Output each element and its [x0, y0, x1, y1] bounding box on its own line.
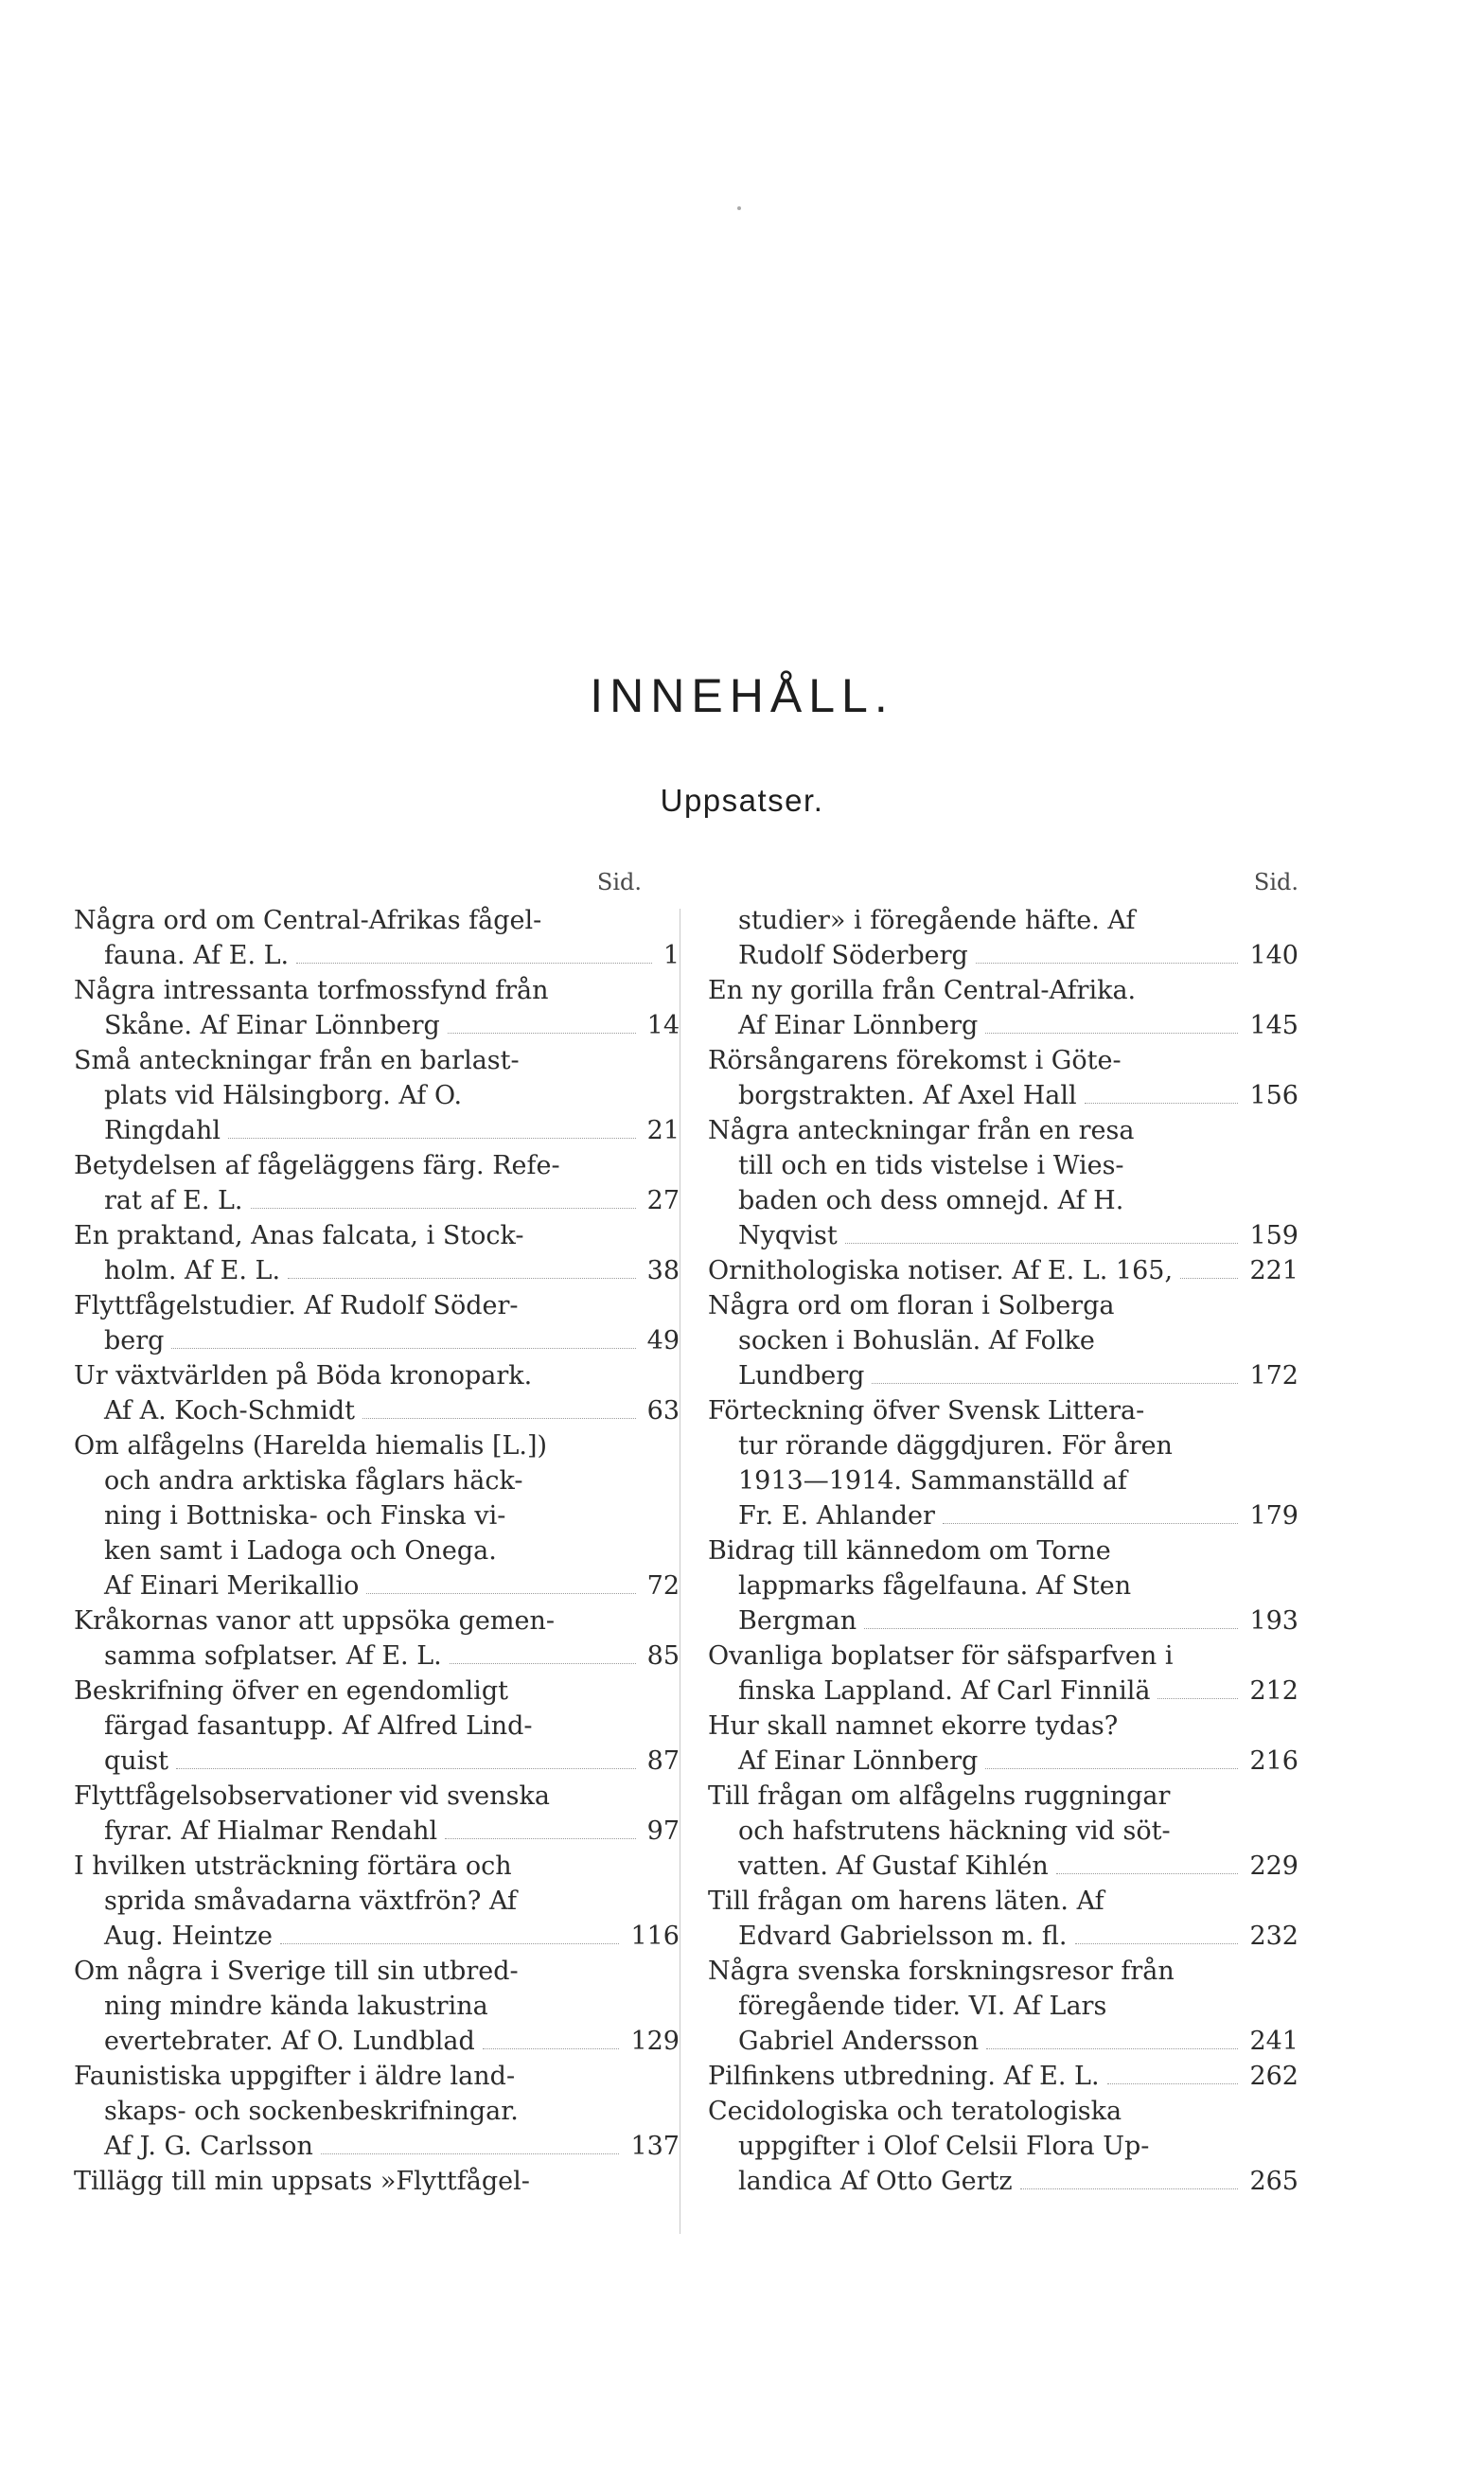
toc-page-number: 14	[646, 1011, 680, 1040]
toc-page-number: 145	[1249, 1011, 1298, 1040]
toc-entry-text: quist	[104, 1746, 169, 1776]
toc-entry-text: Af Einari Merikallio	[104, 1571, 360, 1601]
toc-page-number: 265	[1249, 2167, 1298, 2196]
toc-entry-text: ning i Bottniska- och Finska vi-	[104, 1501, 506, 1531]
toc-page-number: 172	[1249, 1361, 1298, 1391]
dot-leader	[943, 1523, 1239, 1524]
toc-line	[708, 1603, 1298, 1639]
toc-line	[74, 1639, 680, 1674]
toc-entry-text: vatten. Af Gustaf Kihlén	[738, 1851, 1049, 1881]
toc-entry-text: baden och dess omnejd. Af H.	[738, 1186, 1124, 1215]
toc-entry-text: Faunistiska uppgifter i äldre land-	[74, 2062, 516, 2091]
toc-entry-text: tur rörande däggdjuren. För åren	[738, 1431, 1173, 1461]
toc-page-number: 212	[1249, 1676, 1298, 1706]
toc-line	[708, 1709, 1298, 1744]
dot-leader	[176, 1768, 636, 1769]
toc-page-number: 193	[1249, 1606, 1298, 1636]
toc-page-number: 21	[646, 1116, 680, 1145]
toc-page-number: 229	[1249, 1851, 1298, 1881]
toc-entry-text: rat af E. L.	[104, 1186, 243, 1215]
toc-line	[74, 1148, 680, 1183]
toc-line	[708, 1113, 1298, 1148]
toc-line	[74, 1849, 680, 1884]
toc-line	[74, 2094, 680, 2129]
toc-entry-text: holm. Af E. L.	[104, 1256, 281, 1285]
toc-entry-text: Skåne. Af Einar Lönnberg	[104, 1011, 440, 1040]
toc-line	[708, 1148, 1298, 1183]
toc-line	[74, 2024, 680, 2059]
toc-page-number: 116	[630, 1922, 680, 1951]
toc-line	[74, 1393, 680, 1428]
toc-page-number: 72	[646, 1571, 680, 1601]
toc-entry-text: Af Einar Lönnberg	[738, 1746, 979, 1776]
toc-entry-text: Lundberg	[738, 1361, 865, 1391]
dot-leader	[450, 1663, 636, 1664]
toc-entry-text: En ny gorilla från Central-Afrika.	[708, 976, 1137, 1005]
toc-line	[74, 1603, 680, 1639]
toc-page-number: 63	[646, 1396, 680, 1426]
dot-leader	[296, 963, 652, 964]
toc-page-number: 85	[646, 1641, 680, 1671]
toc-line	[708, 973, 1298, 1008]
toc-entry-text: Flyttfågelstudier. Af Rudolf Söder-	[74, 1291, 519, 1320]
toc-line	[708, 1218, 1298, 1253]
dot-leader	[483, 2048, 620, 2049]
toc-line	[708, 2164, 1298, 2199]
toc-page-number: 27	[646, 1186, 680, 1215]
toc-entry-text: landica Af Otto Gertz	[738, 2167, 1013, 2196]
toc-entry-text: Kråkornas vanor att uppsöka gemen-	[74, 1606, 555, 1636]
toc-page-number: 97	[646, 1816, 680, 1846]
toc-entry-text: Betydelsen af fågeläggens färg. Refe-	[74, 1151, 560, 1180]
toc-entry-text: Af Einar Lönnberg	[738, 1011, 979, 1040]
toc-page-number: 262	[1249, 2062, 1298, 2091]
page-title: INNEHÅLL.	[590, 669, 894, 722]
dot-leader	[985, 1768, 1238, 1769]
toc-entry-text: lappmarks fågelfauna. Af Sten	[738, 1571, 1132, 1601]
toc-line	[74, 1253, 680, 1288]
toc-line	[74, 1008, 680, 1043]
toc-entry-text: skaps- och sockenbeskrifningar.	[104, 2097, 519, 2126]
toc-page-number: 140	[1249, 941, 1298, 970]
toc-line	[708, 1463, 1298, 1498]
toc-line	[74, 1954, 680, 1989]
toc-line	[74, 1533, 680, 1568]
toc-entry-text: finska Lappland. Af Carl Finnilä	[738, 1676, 1151, 1706]
dot-leader	[872, 1383, 1238, 1384]
toc-line	[74, 973, 680, 1008]
toc-page-number: 156	[1249, 1081, 1298, 1110]
toc-line	[708, 1498, 1298, 1533]
toc-page-number: 38	[646, 1256, 680, 1285]
dot-leader	[1180, 1278, 1238, 1279]
dot-leader	[1075, 1943, 1239, 1944]
page-column-label: Sid.	[1253, 869, 1298, 895]
toc-entry-text: föregående tider. VI. Af Lars	[738, 1992, 1107, 2021]
toc-entry-text: studier» i föregående häfte. Af	[738, 906, 1136, 935]
toc-entry-text: och hafstrutens häckning vid söt-	[738, 1816, 1171, 1846]
toc-line	[74, 1989, 680, 2024]
dot-leader	[445, 1838, 635, 1839]
toc-entry-text: Gabriel Andersson	[738, 2027, 980, 2056]
toc-right-column	[708, 869, 1298, 2199]
dot-leader	[171, 1348, 635, 1349]
toc-page-number: 49	[646, 1326, 680, 1355]
toc-entry-text: Ur växtvärlden på Böda kronopark.	[74, 1361, 533, 1391]
toc-line	[74, 1428, 680, 1463]
toc-line	[74, 1358, 680, 1393]
toc-line	[708, 2129, 1298, 2164]
toc-page-number: 221	[1249, 1256, 1298, 1285]
toc-line	[708, 1674, 1298, 1709]
dot-leader	[864, 1628, 1238, 1629]
toc-page-number: 179	[1249, 1501, 1298, 1531]
toc-page-number: 159	[1249, 1221, 1298, 1250]
toc-line	[708, 1078, 1298, 1113]
toc-entry-text: Nyqvist	[738, 1221, 838, 1250]
toc-entry-text: berg	[104, 1326, 165, 1355]
toc-entry-text: samma sofplatser. Af E. L.	[104, 1641, 442, 1671]
toc-line	[708, 1744, 1298, 1779]
toc-entry-text: Ovanliga boplatser för säfsparfven i	[708, 1641, 1174, 1671]
toc-page-number: 232	[1249, 1922, 1298, 1951]
toc-line	[74, 1183, 680, 1218]
toc-page-number: 216	[1249, 1746, 1298, 1776]
toc-entry-text: Ornithologiska notiser. Af E. L. 165,	[708, 1256, 1174, 1285]
toc-line	[74, 1463, 680, 1498]
section-heading: Uppsatser.	[660, 783, 824, 818]
toc-line	[708, 1954, 1298, 1989]
page-column-label: Sid.	[596, 869, 642, 895]
dot-leader	[366, 1593, 635, 1594]
toc-line	[74, 2129, 680, 2164]
toc-entry-text: Ringdahl	[104, 1116, 221, 1145]
toc-entry-text: färgad fasantupp. Af Alfred Lind-	[104, 1711, 533, 1741]
dot-leader	[1056, 1873, 1239, 1874]
toc-line	[708, 1884, 1298, 1919]
toc-entry-text: Några ord om floran i Solberga	[708, 1291, 1115, 1320]
toc-entry-text: Till frågan om alfågelns ruggningar	[708, 1781, 1171, 1811]
toc-entry-text: evertebrater. Af O. Lundblad	[104, 2027, 475, 2056]
toc-line	[708, 1183, 1298, 1218]
toc-line	[74, 1709, 680, 1744]
dot-leader	[1157, 1698, 1238, 1699]
toc-line	[708, 1568, 1298, 1603]
toc-page-number: 129	[630, 2027, 680, 2056]
dot-leader	[1085, 1103, 1239, 1104]
toc-list	[74, 903, 680, 2199]
scan-speck	[737, 206, 741, 210]
toc-list	[708, 903, 1298, 2199]
dot-leader	[280, 1943, 620, 1944]
toc-entry-text: Flyttfågelsobservationer vid svenska	[74, 1781, 550, 1811]
toc-line	[708, 1393, 1298, 1428]
dot-leader	[228, 1138, 636, 1139]
toc-line	[74, 1218, 680, 1253]
toc-line	[708, 1043, 1298, 1078]
toc-entry-text: Cecidologiska och teratologiska	[708, 2097, 1122, 2126]
toc-page-number: 1	[662, 941, 680, 970]
toc-line	[74, 1919, 680, 1954]
toc-entry-text: Aug. Heintze	[104, 1922, 273, 1951]
toc-line	[708, 1358, 1298, 1393]
toc-line	[708, 903, 1298, 938]
toc-entry-text: fauna. Af E. L.	[104, 941, 290, 970]
toc-line	[708, 1323, 1298, 1358]
toc-entry-text: Små anteckningar från en barlast-	[74, 1046, 520, 1075]
toc-line	[708, 1639, 1298, 1674]
toc-entry-text: uppgifter i Olof Celsii Flora Up-	[738, 2132, 1150, 2161]
toc-page-number: 87	[646, 1746, 680, 1776]
toc-line	[74, 1043, 680, 1078]
dot-leader	[448, 1033, 636, 1034]
toc-line	[74, 2059, 680, 2094]
toc-entry-text: I hvilken utsträckning förtära och	[74, 1851, 512, 1881]
toc-entry-text: Hur skall namnet ekorre tydas?	[708, 1711, 1119, 1741]
toc-line	[708, 2059, 1298, 2094]
dot-leader	[985, 1033, 1238, 1034]
toc-line	[74, 1498, 680, 1533]
dot-leader	[1020, 2188, 1239, 2189]
dot-leader	[986, 2048, 1238, 2049]
toc-line	[708, 1814, 1298, 1849]
toc-entry-text: Edvard Gabrielsson m. fl.	[738, 1922, 1068, 1951]
toc-page-number: 241	[1249, 2027, 1298, 2056]
toc-entry-text: En praktand, Anas falcata, i Stock-	[74, 1221, 524, 1250]
dot-leader	[845, 1243, 1239, 1244]
dot-leader	[362, 1418, 636, 1419]
toc-entry-text: och andra arktiska fåglars häck-	[104, 1466, 523, 1496]
dot-leader	[976, 963, 1239, 964]
toc-entry-text: Några intressanta torfmossfynd från	[74, 976, 549, 1005]
toc-left-column	[74, 869, 680, 2199]
dot-leader	[321, 2153, 620, 2154]
toc-entry-text: Om några i Sverige till sin utbred-	[74, 1957, 519, 1986]
toc-line	[708, 938, 1298, 973]
toc-entry-text: plats vid Hälsingborg. Af O.	[104, 1081, 463, 1110]
toc-line	[708, 2024, 1298, 2059]
toc-entry-text: Af A. Koch-Schmidt	[104, 1396, 355, 1426]
toc-entry-text: fyrar. Af Hialmar Rendahl	[104, 1816, 438, 1846]
toc-entry-text: Beskrifning öfver en egendomligt	[74, 1676, 508, 1706]
toc-entry-text: Bergman	[738, 1606, 857, 1636]
toc-line	[74, 1674, 680, 1709]
toc-line	[708, 1288, 1298, 1323]
toc-line	[74, 1779, 680, 1814]
toc-entry-text: socken i Bohuslän. Af Folke	[738, 1326, 1095, 1355]
toc-entry-text: ken samt i Ladoga och Onega.	[104, 1536, 497, 1566]
toc-entry-text: Bidrag till kännedom om Torne	[708, 1536, 1111, 1566]
toc-line	[708, 2094, 1298, 2129]
toc-entry-text: Rudolf Söderberg	[738, 941, 968, 970]
toc-entry-text: sprida småvadarna växtfrön? Af	[104, 1887, 517, 1916]
toc-entry-text: till och en tids vistelse i Wies-	[738, 1151, 1124, 1180]
toc-entry-text: Fr. E. Ahlander	[738, 1501, 935, 1531]
toc-line	[708, 1919, 1298, 1954]
toc-line	[708, 1253, 1298, 1288]
toc-entry-text: Om alfågelns (Harelda hiemalis [L.])	[74, 1431, 548, 1461]
toc-line	[74, 1744, 680, 1779]
toc-line	[708, 1533, 1298, 1568]
toc-entry-text: borgstrakten. Af Axel Hall	[738, 1081, 1077, 1110]
toc-entry-text: Rörsångarens förekomst i Göte-	[708, 1046, 1122, 1075]
toc-line	[74, 1814, 680, 1849]
dot-leader	[251, 1208, 636, 1209]
toc-page-number: 137	[630, 2132, 680, 2161]
toc-entry-text: ning mindre kända lakustrina	[104, 1992, 488, 2021]
toc-line	[74, 1113, 680, 1148]
toc-line	[708, 1779, 1298, 1814]
toc-line	[74, 903, 680, 938]
toc-line	[708, 1428, 1298, 1463]
toc-line	[74, 1078, 680, 1113]
toc-entry-text: Till frågan om harens läten. Af	[708, 1887, 1104, 1916]
toc-line	[74, 1323, 680, 1358]
toc-line	[74, 1884, 680, 1919]
toc-entry-text: Pilfinkens utbredning. Af E. L.	[708, 2062, 1100, 2091]
toc-entry-text: Några ord om Central-Afrikas fågel-	[74, 906, 542, 935]
toc-entry-text: 1913—1914. Sammanställd af	[738, 1466, 1127, 1496]
toc-line	[708, 1989, 1298, 2024]
toc-line	[74, 2164, 680, 2199]
toc-line	[74, 1568, 680, 1603]
toc-entry-text: Tillägg till min uppsats »Flyttfågel-	[74, 2167, 530, 2196]
toc-entry-text: Några anteckningar från en resa	[708, 1116, 1135, 1145]
dot-leader	[1107, 2083, 1239, 2084]
toc-line	[708, 1849, 1298, 1884]
toc-entry-text: Af J. G. Carlsson	[104, 2132, 313, 2161]
toc-line	[74, 1288, 680, 1323]
toc-line	[708, 1008, 1298, 1043]
toc-entry-text: Några svenska forskningsresor från	[708, 1957, 1175, 1986]
toc-entry-text: Förteckning öfver Svensk Littera-	[708, 1396, 1145, 1426]
dot-leader	[288, 1278, 636, 1279]
toc-line	[74, 938, 680, 973]
